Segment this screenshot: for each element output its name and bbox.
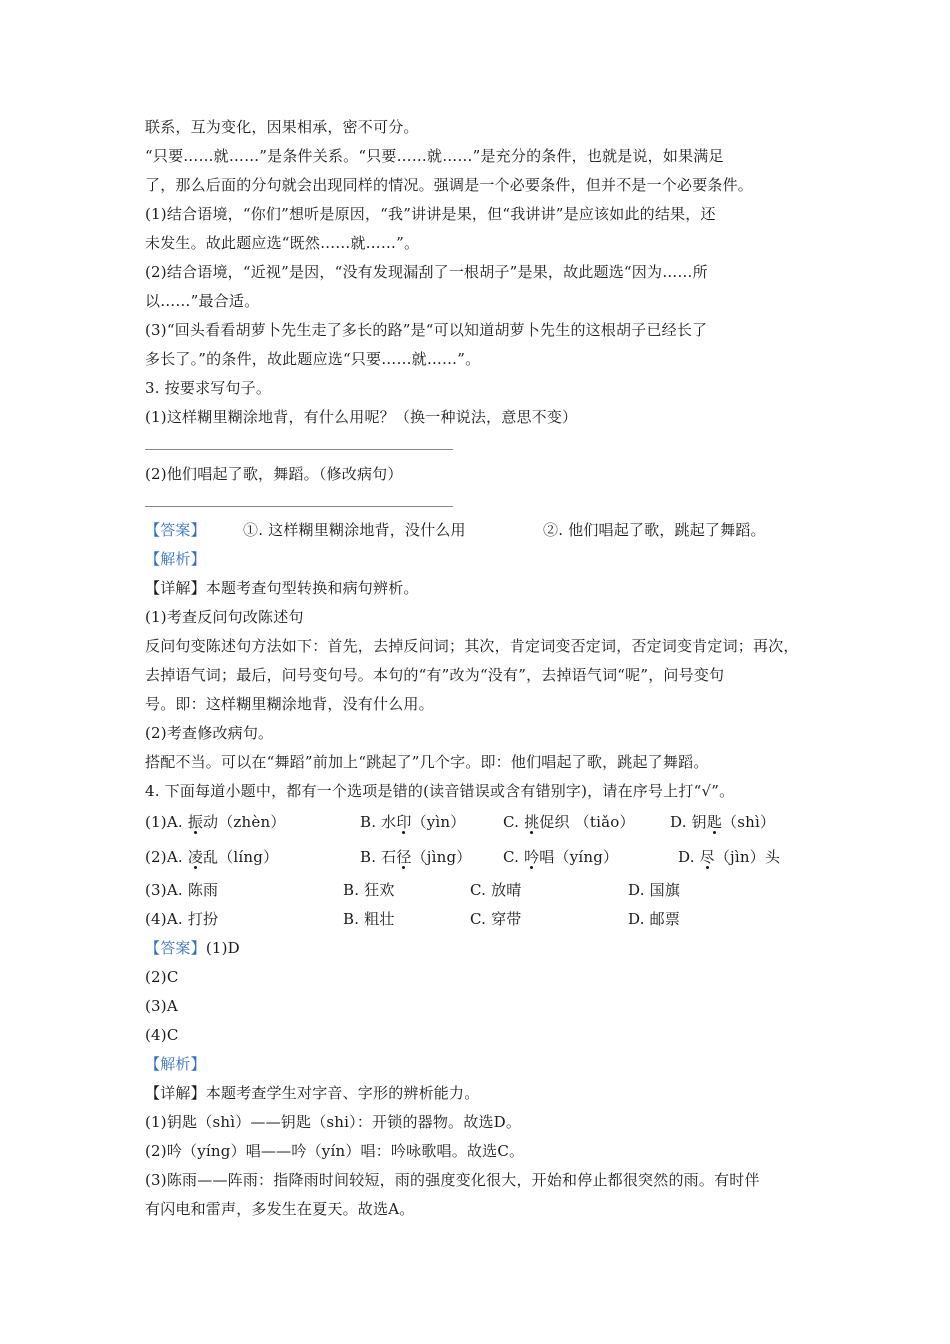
option-d: D. 国旗	[628, 881, 681, 899]
answer-2: ②. 他们唱起了歌，跳起了舞蹈。	[543, 521, 766, 539]
detail-line: (3)陈雨——阵雨：指降雨时间较短，雨的强度变化很大，开始和停止都很突然的雨。有时伴	[145, 1171, 760, 1189]
dotted-char: 印	[396, 813, 412, 831]
option-c: C.	[503, 813, 525, 831]
option-a: (3)A. 陈雨	[145, 881, 219, 899]
answer-tag: 【答案】	[145, 521, 206, 539]
option-b: B. 水	[360, 813, 397, 831]
intro-line: 以……”最合适。	[145, 292, 260, 310]
option-label: (1)A.	[145, 813, 183, 831]
detail-line: 【详解】本题考查学生对字音、字形的辨析能力。	[145, 1084, 480, 1102]
option-row-3	[145, 880, 805, 902]
intro-line: 联系，互为变化，因果相承，密不可分。	[145, 118, 419, 136]
dotted-char: 径	[396, 848, 412, 866]
intro-line: 多长了。”的条件，故此题应选“只要……就……”。	[145, 350, 481, 368]
option-b: B. 狂欢	[343, 881, 395, 899]
detail-line: 号。即：这样糊里糊涂地背，没有什么用。	[145, 695, 434, 713]
dotted-char: 振	[187, 813, 204, 831]
intro-line: 了，那么后面的分句就会出现同样的情况。强调是一个必要条件，但并不是一个必要条件。	[145, 176, 754, 194]
analysis-tag: 【解析】	[145, 550, 206, 568]
option-d: D.	[678, 848, 700, 866]
dotted-char: 匙	[706, 813, 723, 831]
detail-line: 有闪电和雷声，多发生在夏天。故选A。	[145, 1200, 415, 1218]
dotted-char: 吟	[524, 848, 540, 866]
intro-line: (3)“回头看看胡萝卜先生走了多长的路”是“可以知道胡萝卜先生的这根胡子已经长了	[145, 321, 708, 339]
option-d: D. 钥	[670, 813, 707, 831]
intro-line: (1)结合语境，“你们”想听是原因，“我”讲讲是果，但“我讲讲”是应该如此的结果，还	[145, 205, 716, 223]
question-4-title: 4. 下面每道小题中，都有一个选项是错的(读音错误或含有错别字)，请在序号上打“√”。	[145, 782, 735, 800]
detail-line: 反问句变陈述句方法如下：首先，去掉反问词；其次，肯定词变否定词，否定词变肯定词；再次，	[145, 637, 799, 655]
option-label: (2)A.	[145, 848, 183, 866]
answer-blank-line	[145, 449, 453, 450]
answer-line: (3)A	[145, 997, 178, 1015]
dotted-char: 凌	[187, 848, 204, 866]
detail-line: 【详解】本题考查句型转换和病句辨析。	[145, 579, 419, 597]
option-b: B. 石	[360, 848, 397, 866]
answer-line: (2)C	[145, 968, 179, 986]
option-d: D. 邮票	[628, 910, 681, 928]
intro-line: “只要……就……”是条件关系。“只要……就……”是充分的条件，也就是说，如果满足	[145, 147, 724, 165]
detail-line: (2)吟（yíng）唱——吟（yín）唱：吟咏歌唱。故选C。	[145, 1142, 525, 1160]
answer-1: ①. 这样糊里糊涂地背，没什么用	[243, 521, 466, 539]
answer-tag: 【答案】	[145, 939, 206, 957]
option-c: C. 放晴	[470, 881, 522, 899]
option-row-2: (2)A. 凌乱（líng） B. 石径（jìng） C. 吟唱（yíng） D. 尽（jìn）头	[145, 848, 781, 866]
intro-line: 未发生。故此题应选“既然……就……”。	[145, 234, 420, 252]
analysis-tag: 【解析】	[145, 1055, 206, 1073]
question-3-sub2: (2)他们唱起了歌，舞蹈。（修改病句）	[145, 465, 403, 483]
option-row-4	[145, 909, 805, 931]
question-3-sub1: (1)这样糊里糊涂地背，有什么用呢？（换一种说法，意思不变）	[145, 408, 578, 426]
answer-1: (1)D	[205, 939, 240, 957]
intro-line: (2)结合语境，“近视”是因，“没有发现漏刮了一根胡子”是果，故此题选“因为……所	[145, 263, 708, 281]
answer-blank-line	[145, 506, 453, 507]
detail-line: (2)考查修改病句。	[145, 724, 274, 742]
detail-line: 搭配不当。可以在“舞蹈”前加上“跳起了”几个字。即：他们唱起了歌，跳起了舞蹈。	[145, 753, 709, 771]
question-3-title: 3. 按要求写句子。	[145, 379, 272, 397]
option-c: C. 穿带	[470, 910, 522, 928]
option-a: (4)A. 打扮	[145, 910, 219, 928]
dotted-char: 尽	[699, 848, 715, 866]
option-row-1: (1)A. 振动（zhèn） B. 水印（yìn） C. 挑促织 （tiǎo） D. 钥匙（shì）	[145, 813, 776, 831]
detail-line: (1)考查反问句改陈述句	[145, 608, 304, 626]
answer-line: (4)C	[145, 1026, 179, 1044]
detail-line: 去掉语气词；最后，问号变句号。本句的“有”改为“没有”，去掉语气词“呢”，问号变句	[145, 666, 725, 684]
detail-line: (1)钥匙（shì）——钥匙（shi）：开锁的器物。故选D。	[145, 1113, 522, 1131]
option-b: B. 粗壮	[343, 910, 395, 928]
dotted-char: 挑	[524, 813, 540, 831]
option-c: C.	[503, 848, 525, 866]
question-4-answer	[145, 938, 240, 958]
